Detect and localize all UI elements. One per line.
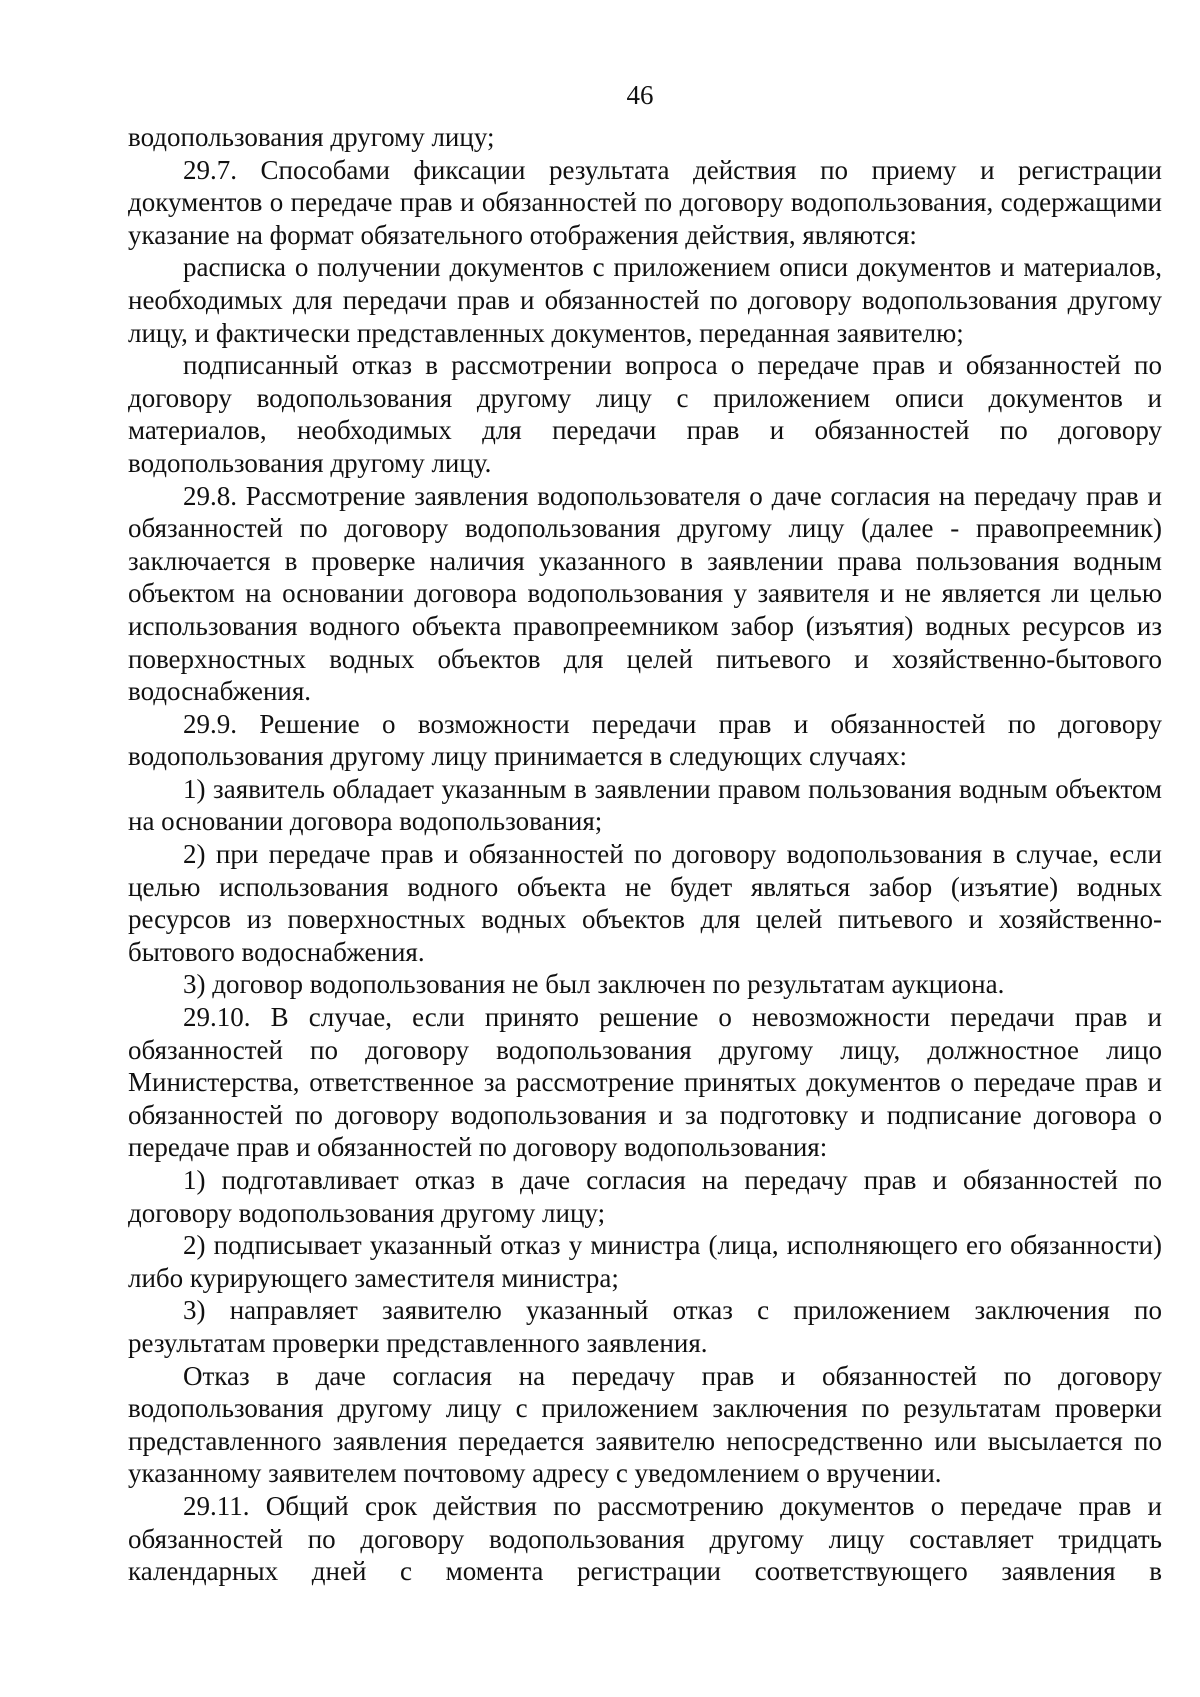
page-number: 46 — [626, 80, 654, 110]
list-item: 2) подписывает указанный отказ у министра (лица, исполняющего его обязанности) либо курирующего заместителя министра; — [128, 1230, 1162, 1293]
list-item: 2) при передаче прав и обязанностей по договору водопользования в случае, если целью использования водного объекта не будет являться забор (изъятие) водных ресурсов из поверхностных водных объектов для целей питьевого и хозяйственно-бытового водоснабжения. — [128, 839, 1162, 967]
list-item: 1) подготавливает отказ в даче согласия на передачу прав и обязанностей по договору водопользования другому лицу; — [128, 1165, 1162, 1228]
paragraph: Отказ в даче согласия на передачу прав и обязанностей по договору водопользования другому лицу с приложением заключения по результатам проверки представленного заявления передается заявителю непосредственно или высылается по указанному заявителем почтовому адресу с уведомлением о вручении. — [128, 1360, 1162, 1489]
paragraph: 29.11. Общий срок действия по рассмотрению документов о передаче прав и обязанностей по договору водопользования другому лицу составляет тридцать календарных дней с момента регистрации соответствующего заявления в — [128, 1490, 1162, 1587]
paragraph: водопользования другому лицу; — [128, 122, 495, 152]
list-item: 3) направляет заявителю указанный отказ с приложением заключения по результатам проверки представленного заявления. — [128, 1295, 1162, 1358]
paragraph: 29.7. Способами фиксации результата действия по приему и регистрации документов о передаче прав и обязанностей по договору водопользования, содержащими указание на формат обязательного отображения действия, являются: — [128, 154, 1162, 250]
paragraph: расписка о получении документов с приложением описи документов и материалов, необходимых для передачи прав и обязанностей по договору водопользования другому лицу, и фактически представленных документов, переданная заявителю; — [128, 252, 1162, 348]
paragraph: 29.8. Рассмотрение заявления водопользователя о даче согласия на передачу прав и обязанностей по договору водопользования другому лицу (далее - правопреемник) заключается в проверке наличия указанного в заявлении права пользования водным объектом на основании договора водопользования у заявителя и не является ли целью использования водного объекта правопреемником забор (изъятия) водных ресурсов из поверхностных водных объектов для целей питьевого и хозяйственно-бытового водоснабжения. — [128, 480, 1162, 707]
list-item: 1) заявитель обладает указанным в заявлении правом пользования водным объектом на основании договора водопользования; — [128, 773, 1162, 837]
paragraph: 29.10. В случае, если принято решение о невозможности передачи прав и обязанностей по договору водопользования другому лицу, должностное лицо Министерства, ответственное за рассмотрение принятых документов о передаче прав и обязанностей по договору водопользования и за подготовку и подписание договора о передаче прав и обязанностей по договору водопользования: — [128, 1002, 1162, 1163]
paragraph: подписанный отказ в рассмотрении вопроса о передаче прав и обязанностей по договору водопользования другому лицу с приложением описи документов и материалов, необходимых для передачи прав и обязанностей по договору водопользования другому лицу. — [128, 350, 1162, 478]
paragraph: 29.9. Решение о возможности передачи прав и обязанностей по договору водопользования другому лицу принимается в следующих случаях: — [128, 708, 1162, 772]
list-item: 3) договор водопользования не был заключен по результатам аукциона. — [183, 969, 1005, 1000]
document-body — [128, 121, 1162, 1588]
